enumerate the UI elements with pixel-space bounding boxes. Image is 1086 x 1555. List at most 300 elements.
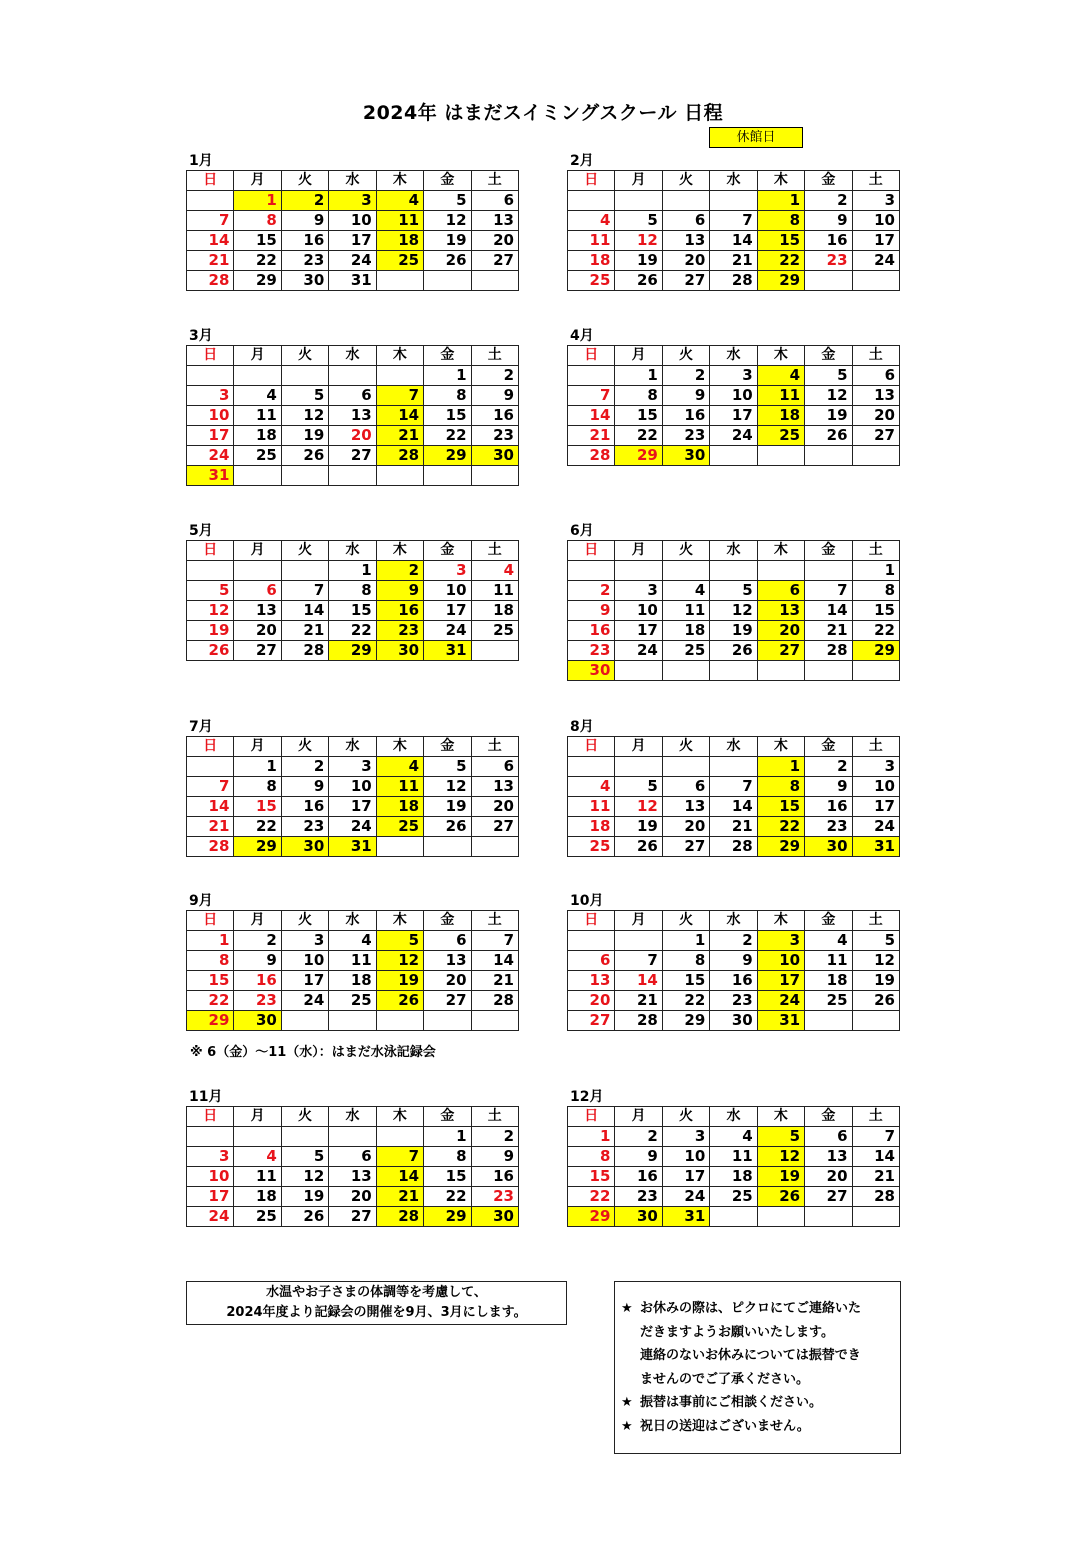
day-cell: 9	[710, 951, 757, 971]
day-cell: 5	[281, 1147, 328, 1167]
day-cell: 10	[757, 951, 804, 971]
day-cell: 21	[281, 621, 328, 641]
day-cell: 21	[471, 971, 518, 991]
day-cell: 31	[757, 1011, 804, 1031]
day-cell: 29	[662, 1011, 709, 1031]
day-cell: 12	[376, 951, 423, 971]
day-cell: 13	[471, 211, 518, 231]
day-cell: 16	[281, 797, 328, 817]
day-cell: 11	[757, 386, 804, 406]
empty-cell	[615, 661, 662, 681]
weekday-header: 火	[662, 911, 709, 931]
month-label: 8月	[570, 719, 594, 735]
day-cell: 11	[568, 797, 615, 817]
day-cell: 5	[615, 211, 662, 231]
day-cell: 5	[757, 1127, 804, 1147]
empty-cell	[852, 661, 899, 681]
weekday-header: 金	[424, 346, 471, 366]
weekday-header: 金	[424, 911, 471, 931]
week-row	[568, 581, 900, 601]
day-cell: 26	[424, 251, 471, 271]
day-cell: 11	[234, 1167, 281, 1187]
weekday-header: 月	[234, 911, 281, 931]
day-cell: 3	[424, 561, 471, 581]
week-row	[568, 446, 900, 466]
weekday-header: 木	[376, 541, 423, 561]
day-cell: 19	[852, 971, 899, 991]
day-cell: 12	[187, 601, 234, 621]
week-row	[187, 271, 519, 291]
empty-cell	[662, 191, 709, 211]
empty-cell	[805, 446, 852, 466]
empty-cell	[662, 661, 709, 681]
day-cell: 20	[757, 621, 804, 641]
week-row	[187, 386, 519, 406]
day-cell: 7	[187, 777, 234, 797]
day-cell: 5	[805, 366, 852, 386]
day-cell: 11	[471, 581, 518, 601]
day-cell: 29	[187, 1011, 234, 1031]
day-cell: 12	[615, 231, 662, 251]
day-cell: 13	[662, 231, 709, 251]
day-cell: 15	[424, 1167, 471, 1187]
day-cell: 3	[329, 191, 376, 211]
day-cell: 30	[376, 641, 423, 661]
star-icon: ★	[621, 1301, 633, 1316]
weekday-header: 火	[662, 541, 709, 561]
day-cell: 24	[662, 1187, 709, 1207]
day-cell: 9	[234, 951, 281, 971]
day-cell: 24	[615, 641, 662, 661]
month-label: 1月	[189, 153, 213, 169]
info-item1-line1: お休みの際は、ピクロにてご連絡いた	[640, 1301, 862, 1316]
day-cell: 21	[568, 426, 615, 446]
day-cell: 1	[234, 191, 281, 211]
day-cell: 26	[710, 641, 757, 661]
week-row	[568, 1011, 900, 1031]
day-cell: 22	[234, 817, 281, 837]
day-cell: 20	[329, 426, 376, 446]
weekday-header: 土	[471, 911, 518, 931]
day-cell: 4	[662, 581, 709, 601]
day-cell: 24	[424, 621, 471, 641]
day-cell: 19	[757, 1167, 804, 1187]
day-cell: 13	[662, 797, 709, 817]
day-cell: 18	[234, 1187, 281, 1207]
empty-cell	[852, 446, 899, 466]
empty-cell	[662, 561, 709, 581]
day-cell: 19	[615, 817, 662, 837]
weekday-header: 金	[805, 346, 852, 366]
day-cell: 18	[710, 1167, 757, 1187]
weekday-header: 月	[234, 1107, 281, 1127]
day-cell: 5	[424, 757, 471, 777]
empty-cell	[471, 1011, 518, 1031]
day-cell: 22	[424, 1187, 471, 1207]
empty-cell	[615, 191, 662, 211]
day-cell: 24	[329, 817, 376, 837]
day-cell: 11	[568, 231, 615, 251]
day-cell: 5	[852, 931, 899, 951]
weekday-header: 土	[471, 171, 518, 191]
day-cell: 6	[329, 386, 376, 406]
day-cell: 21	[852, 1167, 899, 1187]
day-cell: 11	[234, 406, 281, 426]
day-cell: 17	[852, 797, 899, 817]
month-label: 4月	[570, 328, 594, 344]
weekday-header: 日	[187, 171, 234, 191]
day-cell: 25	[329, 991, 376, 1011]
week-row	[568, 757, 900, 777]
calendar-table	[186, 1106, 519, 1227]
day-cell: 9	[471, 386, 518, 406]
day-cell: 1	[329, 561, 376, 581]
day-cell: 19	[805, 406, 852, 426]
week-row	[568, 386, 900, 406]
week-row	[568, 426, 900, 446]
day-cell: 17	[662, 1167, 709, 1187]
day-cell: 4	[376, 757, 423, 777]
month-label: 3月	[189, 328, 213, 344]
day-cell: 28	[471, 991, 518, 1011]
weekday-header: 土	[471, 737, 518, 757]
empty-cell	[710, 446, 757, 466]
day-cell: 8	[615, 386, 662, 406]
day-cell: 12	[424, 777, 471, 797]
day-cell: 31	[187, 466, 234, 486]
month-label: 11月	[189, 1089, 223, 1105]
day-cell: 31	[424, 641, 471, 661]
weekday-header: 金	[424, 541, 471, 561]
empty-cell	[376, 837, 423, 857]
week-row	[187, 757, 519, 777]
day-cell: 14	[568, 406, 615, 426]
empty-cell	[234, 366, 281, 386]
day-cell: 26	[615, 271, 662, 291]
day-cell: 18	[757, 406, 804, 426]
week-row	[187, 406, 519, 426]
day-cell: 14	[710, 231, 757, 251]
day-cell: 9	[568, 601, 615, 621]
weekday-header: 土	[471, 346, 518, 366]
day-cell: 28	[376, 446, 423, 466]
day-cell: 23	[234, 991, 281, 1011]
day-cell: 23	[805, 817, 852, 837]
day-cell: 12	[805, 386, 852, 406]
day-cell: 1	[757, 757, 804, 777]
day-cell: 10	[852, 211, 899, 231]
day-cell: 23	[471, 1187, 518, 1207]
day-cell: 5	[281, 386, 328, 406]
day-cell: 19	[615, 251, 662, 271]
day-cell: 17	[329, 231, 376, 251]
day-cell: 23	[568, 641, 615, 661]
day-cell: 27	[568, 1011, 615, 1031]
week-row	[187, 191, 519, 211]
weekday-header: 日	[187, 737, 234, 757]
empty-cell	[757, 1207, 804, 1227]
day-cell: 11	[710, 1147, 757, 1167]
day-cell: 4	[568, 777, 615, 797]
day-cell: 24	[187, 446, 234, 466]
week-row	[568, 271, 900, 291]
empty-cell	[329, 366, 376, 386]
day-cell: 20	[662, 817, 709, 837]
day-cell: 25	[662, 641, 709, 661]
day-cell: 15	[757, 231, 804, 251]
day-cell: 16	[376, 601, 423, 621]
weekday-header: 木	[757, 346, 804, 366]
day-cell: 8	[329, 581, 376, 601]
day-cell: 21	[805, 621, 852, 641]
day-cell: 3	[852, 757, 899, 777]
day-cell: 16	[805, 231, 852, 251]
day-cell: 9	[805, 211, 852, 231]
day-cell: 16	[281, 231, 328, 251]
day-cell: 13	[329, 1167, 376, 1187]
day-cell: 24	[329, 251, 376, 271]
weekday-header: 月	[615, 346, 662, 366]
day-cell: 28	[852, 1187, 899, 1207]
day-cell: 22	[662, 991, 709, 1011]
weekday-header: 水	[329, 346, 376, 366]
month-label: 9月	[189, 893, 213, 909]
month-label: 5月	[189, 523, 213, 539]
day-cell: 26	[615, 837, 662, 857]
day-cell: 3	[615, 581, 662, 601]
weekday-header: 火	[662, 737, 709, 757]
day-cell: 11	[329, 951, 376, 971]
day-cell: 17	[424, 601, 471, 621]
day-cell: 15	[329, 601, 376, 621]
weekday-header: 月	[615, 911, 662, 931]
week-row	[568, 971, 900, 991]
day-cell: 17	[757, 971, 804, 991]
empty-cell	[376, 271, 423, 291]
day-cell: 20	[471, 231, 518, 251]
day-cell: 27	[757, 641, 804, 661]
day-cell: 8	[424, 1147, 471, 1167]
week-row	[568, 561, 900, 581]
weekday-header: 木	[757, 541, 804, 561]
day-cell: 28	[805, 641, 852, 661]
day-cell: 26	[757, 1187, 804, 1207]
star-icon: ★	[621, 1395, 633, 1410]
day-cell: 31	[662, 1207, 709, 1227]
weekday-header: 土	[852, 346, 899, 366]
day-cell: 7	[615, 951, 662, 971]
day-cell: 5	[615, 777, 662, 797]
day-cell: 18	[662, 621, 709, 641]
day-cell: 25	[234, 446, 281, 466]
star-icon: ★	[621, 1418, 633, 1434]
day-cell: 20	[568, 991, 615, 1011]
day-cell: 6	[471, 191, 518, 211]
day-cell: 15	[757, 797, 804, 817]
day-cell: 25	[471, 621, 518, 641]
day-cell: 3	[662, 1127, 709, 1147]
empty-cell	[615, 757, 662, 777]
day-cell: 4	[376, 191, 423, 211]
week-row	[187, 426, 519, 446]
month-jan	[186, 152, 519, 291]
day-cell: 10	[662, 1147, 709, 1167]
month-dec	[567, 1088, 900, 1227]
day-cell: 21	[376, 1187, 423, 1207]
day-cell: 29	[424, 446, 471, 466]
week-row	[568, 1147, 900, 1167]
day-cell: 19	[281, 1187, 328, 1207]
empty-cell	[376, 1127, 423, 1147]
calendar-table	[186, 540, 519, 661]
day-cell: 7	[187, 211, 234, 231]
day-cell: 1	[852, 561, 899, 581]
weekday-header: 水	[329, 541, 376, 561]
empty-cell	[757, 446, 804, 466]
week-row	[187, 211, 519, 231]
day-cell: 25	[757, 426, 804, 446]
weekday-header: 月	[234, 346, 281, 366]
week-row	[187, 817, 519, 837]
day-cell: 20	[852, 406, 899, 426]
notice-box	[186, 1281, 567, 1325]
day-cell: 30	[234, 1011, 281, 1031]
weekday-header: 木	[376, 346, 423, 366]
month-sep	[186, 892, 519, 1031]
weekday-header: 月	[615, 1107, 662, 1127]
day-cell: 18	[234, 426, 281, 446]
week-row	[568, 1127, 900, 1147]
day-cell: 6	[662, 777, 709, 797]
notice-line-2: 2024年度より記録会の開催を9月、3月にします。	[226, 1305, 527, 1320]
day-cell: 20	[805, 1167, 852, 1187]
week-row	[187, 231, 519, 251]
day-cell: 15	[615, 406, 662, 426]
month-apr	[567, 327, 900, 466]
week-row	[187, 777, 519, 797]
week-row	[187, 1167, 519, 1187]
week-row	[568, 837, 900, 857]
day-cell: 2	[471, 366, 518, 386]
day-cell: 14	[187, 231, 234, 251]
day-cell: 15	[187, 971, 234, 991]
day-cell: 27	[329, 1207, 376, 1227]
day-cell: 13	[757, 601, 804, 621]
day-cell: 12	[757, 1147, 804, 1167]
day-cell: 22	[852, 621, 899, 641]
day-cell: 6	[568, 951, 615, 971]
day-cell: 22	[757, 251, 804, 271]
day-cell: 11	[805, 951, 852, 971]
week-row	[187, 1147, 519, 1167]
empty-cell	[187, 757, 234, 777]
weekday-header: 水	[329, 737, 376, 757]
day-cell: 13	[329, 406, 376, 426]
day-cell: 20	[662, 251, 709, 271]
day-cell: 31	[329, 271, 376, 291]
empty-cell	[568, 561, 615, 581]
day-cell: 24	[187, 1207, 234, 1227]
day-cell: 14	[376, 1167, 423, 1187]
day-cell: 17	[329, 797, 376, 817]
day-cell: 28	[187, 271, 234, 291]
empty-cell	[805, 1207, 852, 1227]
weekday-header: 水	[710, 1107, 757, 1127]
weekday-header: 水	[710, 346, 757, 366]
day-cell: 8	[757, 211, 804, 231]
day-cell: 7	[710, 211, 757, 231]
day-cell: 6	[662, 211, 709, 231]
day-cell: 7	[852, 1127, 899, 1147]
day-cell: 19	[281, 426, 328, 446]
day-cell: 14	[615, 971, 662, 991]
week-row	[568, 777, 900, 797]
day-cell: 30	[281, 837, 328, 857]
day-cell: 1	[234, 757, 281, 777]
empty-cell	[757, 561, 804, 581]
weekday-header: 月	[615, 541, 662, 561]
day-cell: 13	[805, 1147, 852, 1167]
day-cell: 30	[615, 1207, 662, 1227]
empty-cell	[852, 1207, 899, 1227]
calendar-table	[186, 345, 519, 486]
empty-cell	[329, 1127, 376, 1147]
empty-cell	[710, 757, 757, 777]
empty-cell	[281, 561, 328, 581]
week-row	[187, 971, 519, 991]
day-cell: 27	[805, 1187, 852, 1207]
weekday-header: 金	[805, 737, 852, 757]
weekday-header: 日	[187, 1107, 234, 1127]
day-cell: 2	[568, 581, 615, 601]
day-cell: 29	[329, 641, 376, 661]
weekday-header: 土	[852, 541, 899, 561]
empty-cell	[710, 1207, 757, 1227]
weekday-header: 金	[424, 737, 471, 757]
week-row	[568, 991, 900, 1011]
week-row	[568, 1187, 900, 1207]
day-cell: 3	[757, 931, 804, 951]
day-cell: 3	[187, 1147, 234, 1167]
weekday-header: 土	[471, 1107, 518, 1127]
week-row	[187, 1207, 519, 1227]
day-cell: 25	[710, 1187, 757, 1207]
day-cell: 1	[757, 191, 804, 211]
day-cell: 13	[852, 386, 899, 406]
weekday-header: 月	[234, 171, 281, 191]
day-cell: 16	[805, 797, 852, 817]
day-cell: 4	[471, 561, 518, 581]
day-cell: 27	[662, 837, 709, 857]
weekday-header: 水	[710, 911, 757, 931]
week-row	[187, 581, 519, 601]
empty-cell	[471, 641, 518, 661]
weekday-header: 金	[424, 1107, 471, 1127]
day-cell: 3	[187, 386, 234, 406]
day-cell: 28	[710, 837, 757, 857]
empty-cell	[852, 1011, 899, 1031]
day-cell: 12	[424, 211, 471, 231]
day-cell: 12	[710, 601, 757, 621]
day-cell: 7	[376, 1147, 423, 1167]
day-cell: 30	[281, 271, 328, 291]
day-cell: 28	[376, 1207, 423, 1227]
day-cell: 21	[376, 426, 423, 446]
day-cell: 10	[329, 777, 376, 797]
day-cell: 12	[281, 1167, 328, 1187]
weekday-header: 水	[329, 911, 376, 931]
day-cell: 10	[329, 211, 376, 231]
